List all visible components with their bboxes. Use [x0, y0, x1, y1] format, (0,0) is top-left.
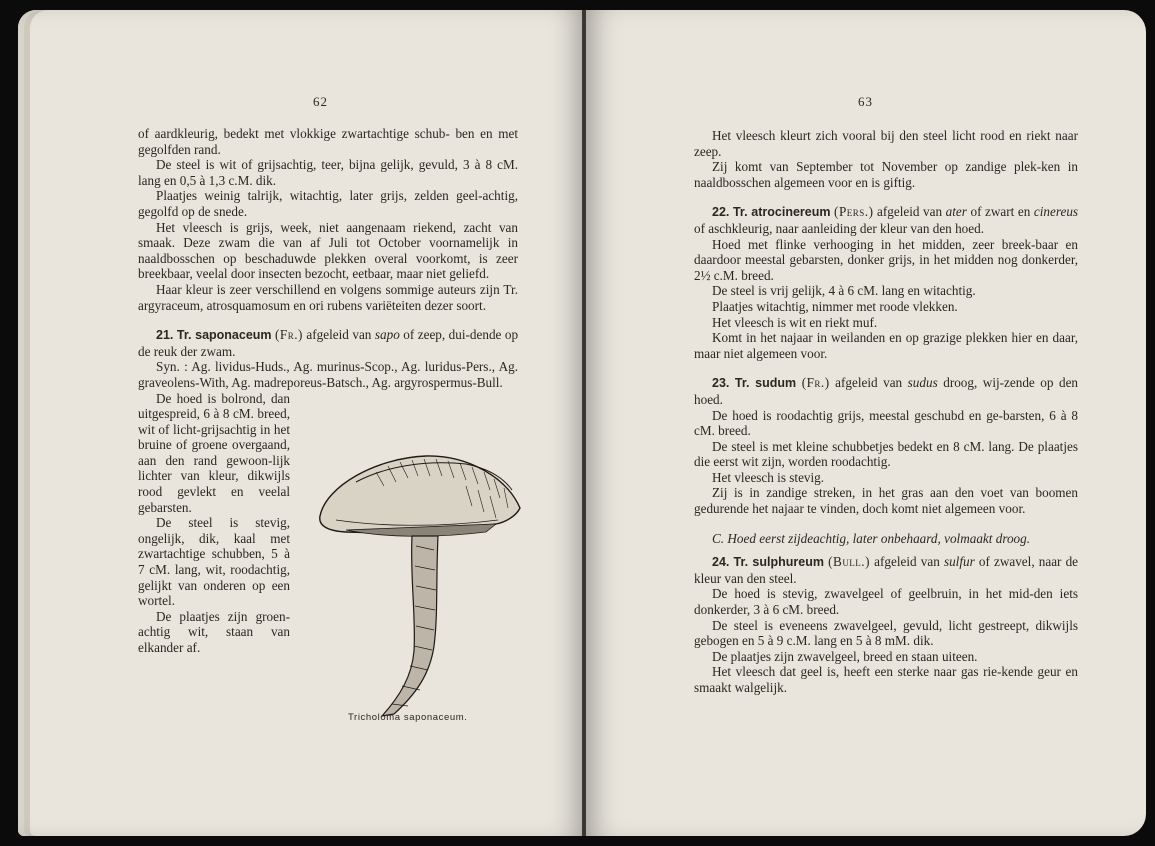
paragraph: De plaatjes zijn groen-achtig wit, staan van elkander af.: [138, 608, 290, 655]
paragraph: of aardkleurig, bedekt met vlokkige zwartachtige schub- ben en met gegolfden rand.: [138, 126, 519, 157]
open-book: [18, 10, 1146, 836]
figure-caption: Tricholoma saponaceum.: [348, 712, 468, 723]
paragraph: De steel is stevig, ongelijk, dik, kaal met zwartachtige schubben, 5 à 7 cM. lang, wit, roodachtig, gelijkt van onderen op een wortel.: [138, 515, 290, 609]
paragraph: De hoed is bolrond, dan uitgespreid, 6 à 8 cM. breed, wit of licht-grijsachtig in het bruine of groene overgaand, aan den rand gewoon-lijk lichter van kleur, dikwijls rood gevlekt en veelal gebarsten.: [138, 390, 290, 515]
paragraph: Het vleesch dat geel is, heeft een sterke naar gas rie-kende geur en smaakt walgelijk.: [694, 664, 1078, 695]
paragraph: Het vleesch is stevig.: [712, 469, 825, 485]
paragraph: Zij is in zandige streken, in het gras aan den voet van boomen gedurende het najaar te vinden, doch komt niet algemeen voor.: [694, 485, 1078, 517]
species-heading: 22. Tr. atrocinereum (Pers.) afgeleid van ater of zwart en cinereus of aschkleurig, naar aanleiding der kleur van den hoed.: [694, 204, 1079, 236]
right-page: [586, 10, 1146, 836]
paragraph: Plaatjes weinig talrijk, witachtig, later grijs, zelden geel-achtig, gegolfd op de snede.: [138, 188, 518, 219]
wrapped-column: [138, 391, 290, 656]
section-heading: C. Hoed eerst zijdeachtig, later onbehaard, volmaakt droog.: [712, 530, 1031, 546]
paragraph: Hoed met flinke verhooging in het midden, zeer breek-baar en daardoor meestal gebarsten, donker grijs, in het midden nog donkerder, 2½ c.M. breed.: [694, 236, 1078, 283]
paragraph: De hoed is stevig, zwavelgeel of geelbruin, in het mid-den iets donkerder, 3 à 6 cM. breed.: [694, 586, 1078, 618]
species-heading: 23. Tr. sudum (Fr.) afgeleid van sudus droog, wij-zende op den hoed.: [694, 375, 1079, 407]
paragraph: Haar kleur is zeer verschillend en volgens sommige auteurs zijn Tr. argyraceum, atrosquamosum en ori rubens variëteiten dezer soort.: [138, 281, 518, 313]
paragraph: Komt in het najaar in weilanden en op grazige plekken hier en daar, maar niet algemeen voor.: [694, 330, 1078, 361]
paragraph: De steel is wit of grijsachtig, teer, bijna gelijk, gevuld, 3 à 8 cM. lang en 0,5 à 1,3 c.M. dik.: [138, 157, 518, 188]
paragraph: De hoed is roodachtig grijs, meestal geschubd en ge-barsten, 6 à 8 cM. breed.: [694, 407, 1078, 439]
paragraph: Het vleesch is wit en riekt muf.: [712, 314, 878, 330]
page-number: 62: [313, 94, 328, 109]
paragraph: Het vleesch is grijs, week, niet aangenaam riekend, zacht van smaak. Deze zwam die van af Juli tot October voornamelijk in naaldbosschen op beschaduwde plekken overal voorkomt, is zeer breekbaar, veelal door insecten bezocht, eetbaar, maar niet geliefd.: [138, 219, 518, 282]
paragraph: De steel is eveneens zwavelgeel, gevuld, licht gestreept, dikwijls gebogen en 5 à 9 c.M. lang en 5 à 8 mM. dik.: [694, 617, 1078, 649]
paragraph: De steel is met kleine schubbetjes bedekt en 8 cM. lang. De plaatjes die eerst wit zijn, worden roodachtig.: [694, 438, 1078, 470]
page-number: 63: [858, 94, 873, 109]
paragraph: De steel is vrij gelijk, 4 à 6 cM. lang en witachtig.: [712, 283, 976, 299]
page-text: [694, 128, 1078, 696]
paragraph: Het vleesch kleurt zich vooral bij den steel licht rood en riekt naar zeep.: [694, 128, 1078, 159]
paragraph: Syn. : Ag. lividus-Huds., Ag. murinus-Scop., Ag. luridus-Pers., Ag. graveolens-With, Ag. madreporeus-Batsch., Ag. argyrospermus-Bull.: [138, 359, 518, 390]
left-page: [18, 10, 584, 836]
paragraph: Plaatjes witachtig, nimmer met roode vlekken.: [712, 298, 958, 314]
species-heading: 21. Tr. saponaceum (Fr.) afgeleid van sapo of zeep, dui-dende op de reuk der zwam.: [138, 327, 519, 359]
paragraph: Zij komt van September tot November op zandige plek-ken in naaldbosschen algemeen voor en is giftig.: [694, 159, 1078, 190]
mushroom-illustration: [316, 446, 526, 726]
species-heading: 24. Tr. sulphureum (Bull.) afgeleid van sulfur of zwavel, naar de kleur van den steel.: [694, 554, 1079, 586]
paragraph: De plaatjes zijn zwavelgeel, breed en staan uiteen.: [712, 648, 978, 664]
